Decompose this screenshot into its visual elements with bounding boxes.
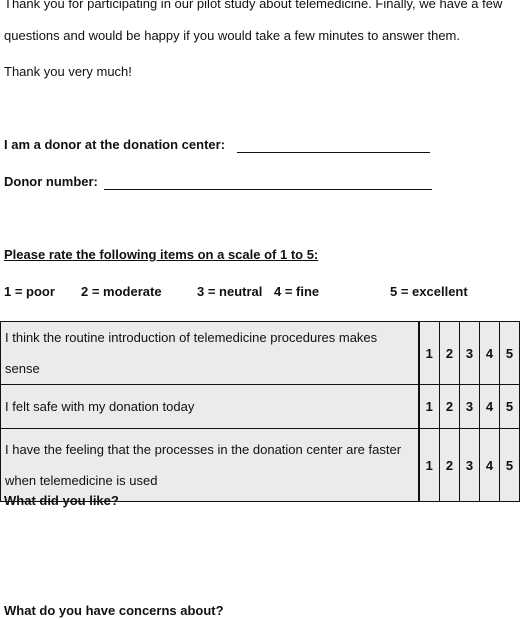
score-option-3[interactable]: 3: [460, 322, 480, 385]
donor-number-label: Donor number:: [4, 174, 98, 189]
item-statement-line-2: when telemedicine is used: [5, 473, 158, 488]
score-option-2[interactable]: 2: [440, 429, 460, 502]
rating-table: [0, 321, 520, 502]
question-concerns: What do you have concerns about?: [4, 603, 224, 618]
table-row: [1, 429, 520, 502]
scale-legend-1: 1 = poor: [4, 284, 55, 299]
scale-legend-4: 4 = fine: [274, 284, 320, 299]
donor-number-field: [4, 174, 432, 190]
scale-legend-2: 2 = moderate: [81, 284, 162, 299]
score-option-3[interactable]: 3: [460, 385, 480, 429]
score-option-1[interactable]: 1: [419, 429, 440, 502]
score-option-5[interactable]: 5: [500, 322, 520, 385]
item-statement-line-1: I have the feeling that the processes in the donation center are faster: [5, 442, 402, 457]
scale-heading: Please rate the following items on a scale of 1 to 5:: [4, 247, 319, 262]
donor-number-input-line[interactable]: [104, 174, 432, 190]
score-option-4[interactable]: 4: [480, 385, 500, 429]
table-row: [1, 385, 520, 429]
score-option-1[interactable]: 1: [419, 322, 440, 385]
score-option-3[interactable]: 3: [460, 429, 480, 502]
table-row: [1, 322, 520, 385]
item-statement: I felt safe with my donation today: [1, 385, 419, 429]
donor-center-label: I am a donor at the donation center:: [4, 137, 226, 152]
score-option-4[interactable]: 4: [480, 429, 500, 502]
intro-line-1: Thank you for participating in our pilot study about telemedicine. Finally, we have a few: [4, 0, 503, 11]
scale-legend-5: 5 = excellent: [390, 284, 468, 299]
intro-line-2: questions and would be happy if you would take a few minutes to answer them.: [4, 28, 460, 43]
score-option-2[interactable]: 2: [440, 385, 460, 429]
score-option-5[interactable]: 5: [500, 385, 520, 429]
score-option-2[interactable]: 2: [440, 322, 460, 385]
score-option-5[interactable]: 5: [500, 429, 520, 502]
item-statement: I think the routine introduction of telemedicine procedures makes sense: [1, 322, 419, 385]
donor-center-input-line[interactable]: [237, 137, 430, 153]
item-statement: [1, 429, 419, 502]
question-liked: What did you like?: [4, 493, 119, 508]
score-option-1[interactable]: 1: [419, 385, 440, 429]
thank-you-text: Thank you very much!: [4, 64, 132, 79]
donor-center-field: [4, 137, 430, 153]
scale-legend-3: 3 = neutral: [197, 284, 263, 299]
score-option-4[interactable]: 4: [480, 322, 500, 385]
